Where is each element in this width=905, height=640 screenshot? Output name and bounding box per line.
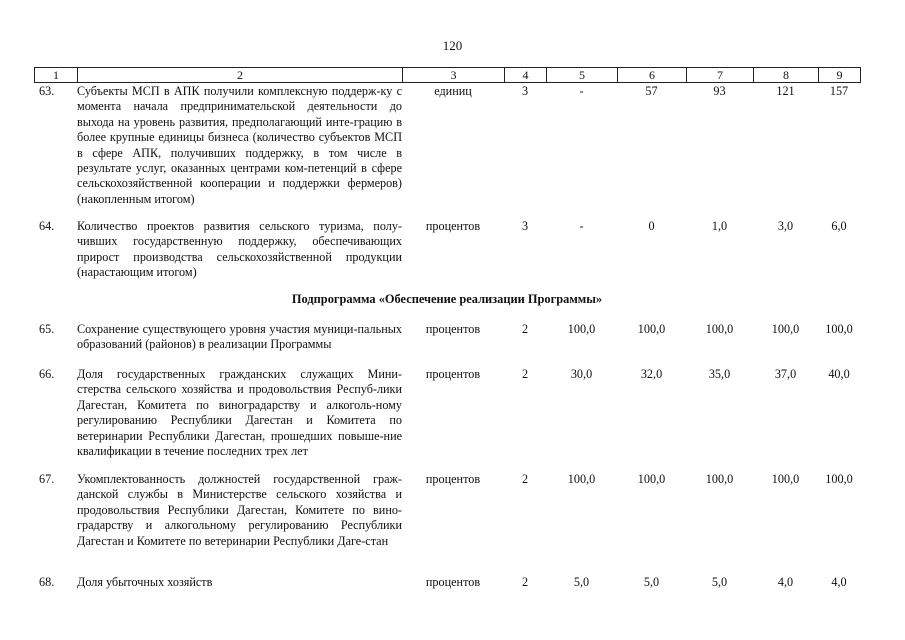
value-cell: 2 (521, 322, 529, 336)
table-header (34, 67, 861, 83)
row-number: 66. (39, 367, 55, 381)
value-cell: 5,0 (573, 575, 590, 589)
column-header-3: 3 (403, 68, 505, 83)
value-cell: 100,0 (567, 322, 596, 336)
row-number: 68. (39, 575, 55, 589)
value-cell: 3 (521, 84, 529, 98)
value-cell: 100,0 (705, 322, 734, 336)
value-cell: 4,0 (777, 575, 794, 589)
indicator-name: Сохранение существующего уровня участия муници-пальных образований (районов) в реализации Программы (77, 322, 402, 352)
column-header-7: 7 (687, 68, 754, 83)
value-cell: 2 (521, 575, 529, 589)
value-cell: 0 (648, 219, 655, 233)
value-cell: 40,0 (828, 367, 850, 381)
value-cell: 5,0 (711, 575, 728, 589)
value-cell: 1,0 (711, 219, 728, 233)
value-cell: - (579, 219, 584, 233)
column-header-6: 6 (618, 68, 687, 83)
row-number: 64. (39, 219, 55, 233)
value-cell: 3,0 (777, 219, 794, 233)
column-header-5: 5 (547, 68, 618, 83)
indicator-name: Доля государственных гражданских служащих Мини-стерства сельского хозяйства и продовольствия Респуб-лики Дагестан, Комитета по виноградарству и алкоголь-ному регулированию Республики Дагестан и Комитета по ветеринарии Республики Дагестан, прошедших повыше-ние квалификации в течение последних трех лет (77, 367, 402, 459)
page-number: 120 (442, 38, 463, 53)
subprogram-heading: Подпрограмма «Обеспечение реализации Программы» (291, 292, 603, 306)
value-cell: 100,0 (637, 472, 666, 486)
column-header-4: 4 (505, 68, 547, 83)
value-cell: 4,0 (831, 575, 847, 589)
value-cell: 57 (645, 84, 658, 98)
value-cell: 35,0 (708, 367, 731, 381)
value-cell: 157 (829, 84, 849, 98)
unit-cell: процентов (425, 575, 481, 589)
value-cell: 100,0 (771, 472, 800, 486)
column-header-2: 2 (78, 68, 403, 83)
unit-cell: единиц (434, 84, 472, 98)
indicator-name: Укомплектованность должностей государственной граж-данской службы в Министерстве сельского хозяйства и продовольствия Республики Дагестан, Комитете по вино-градарству и алкогольному регулированию Республики Дагестан и Комитете по ветеринарии Республики Даге-стан (77, 472, 402, 548)
value-cell: 3 (521, 219, 529, 233)
value-cell: 2 (521, 367, 529, 381)
value-cell: 32,0 (640, 367, 663, 381)
value-cell: 121 (776, 84, 795, 98)
value-cell: 100,0 (637, 322, 666, 336)
row-number: 67. (39, 472, 55, 486)
value-cell: 30,0 (570, 367, 593, 381)
indicator-name: Доля убыточных хозяйств (77, 575, 213, 589)
unit-cell: процентов (425, 219, 481, 233)
row-number: 63. (39, 84, 55, 98)
row-number: 65. (39, 322, 55, 336)
value-cell: 100,0 (825, 472, 853, 486)
value-cell: 100,0 (567, 472, 596, 486)
value-cell: 100,0 (771, 322, 800, 336)
value-cell: 100,0 (705, 472, 734, 486)
indicator-name: Субъекты МСП в АПК получили комплексную поддерж-ку с момента начала предпринимательской деятельности до выхода на уровень развития, предполагающий инте-грацию в более крупные единицы бизнеса (количество субъектов МСП в сфере АПК, получивших поддержку, в том числе в результате услуг, оказанных центрами ком-петенций в сфере сельскохозяйственной кооперации и поддержки фермеров) (накопленным итогом) (77, 84, 402, 206)
value-cell: 2 (521, 472, 529, 486)
value-cell: - (579, 84, 584, 98)
value-cell: 100,0 (825, 322, 853, 336)
column-header-1: 1 (35, 68, 78, 83)
value-cell: 37,0 (774, 367, 797, 381)
unit-cell: процентов (425, 472, 481, 486)
column-header-9: 9 (819, 68, 861, 83)
indicator-name: Количество проектов развития сельского туризма, полу-чивших государственную поддержку, обеспечивающих прирост производства сельскохозяйственной продукции (нарастающим итогом) (77, 219, 402, 280)
unit-cell: процентов (425, 367, 481, 381)
value-cell: 5,0 (643, 575, 660, 589)
column-header-8: 8 (754, 68, 819, 83)
unit-cell: процентов (425, 322, 481, 336)
value-cell: 6,0 (831, 219, 847, 233)
value-cell: 93 (713, 84, 726, 98)
